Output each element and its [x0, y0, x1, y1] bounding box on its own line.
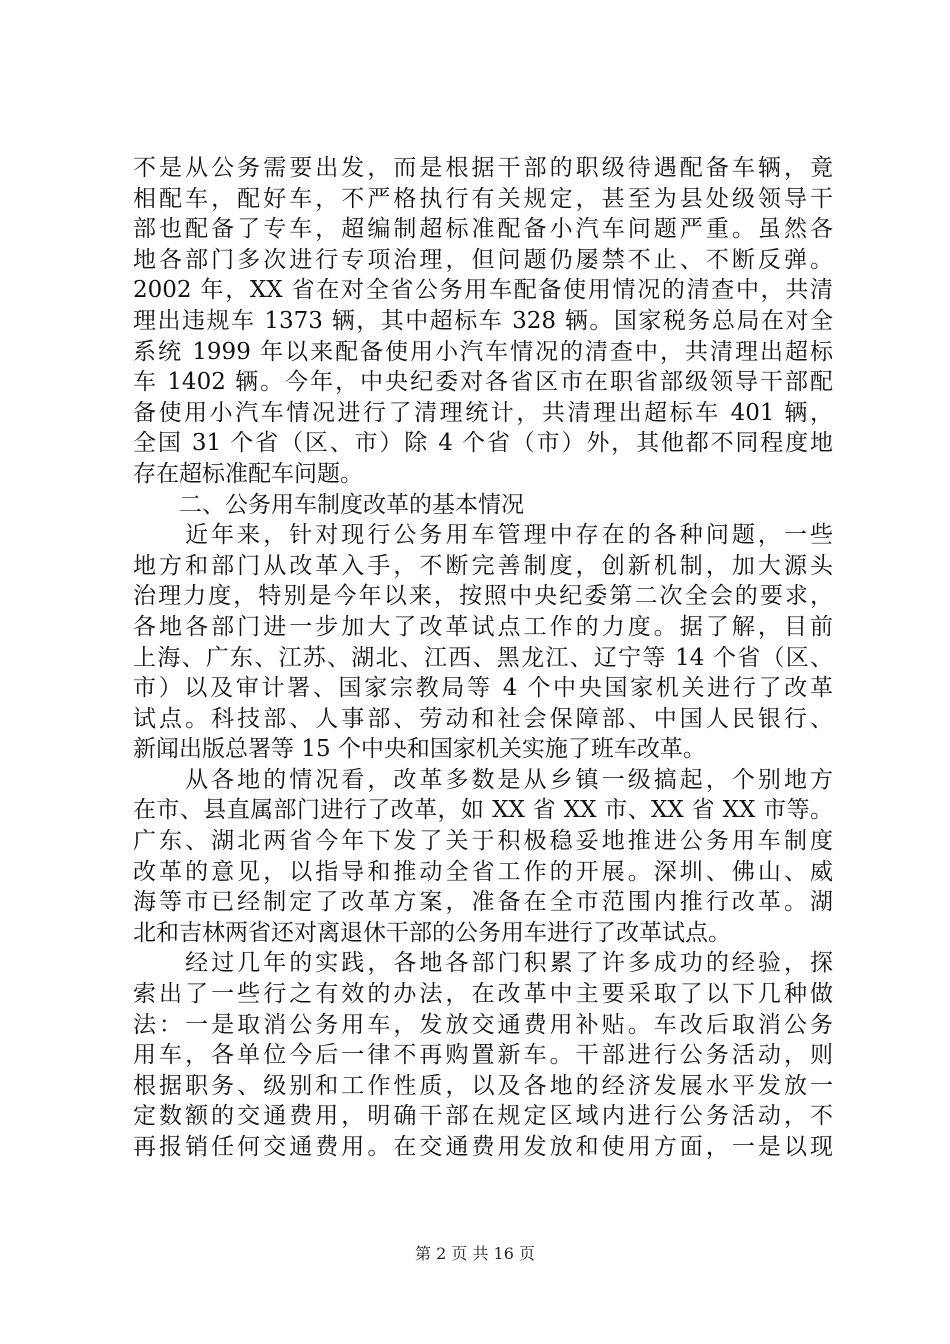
document-body — [133, 153, 833, 1163]
text-line: 定数额的交通费用，明确干部在规定区域内进行公务活动，不 — [133, 1103, 833, 1130]
text-line: 地各部门多次进行专项治理，但问题仍屡禁不止、不断反弹。 — [133, 246, 833, 273]
text-line: 北和吉林两省还对离退休干部的公务用车进行了改革试点。 — [133, 919, 731, 946]
text-line: 存在超标准配车问题。 — [133, 460, 363, 487]
text-line: 海等市已经制定了改革方案，准备在全市范围内推行改革。湖 — [133, 889, 833, 916]
text-line: 在市、县直属部门进行了改革，如 XX 省 XX 市、XX 省 XX 市等。 — [133, 797, 833, 824]
text-line: 二、公务用车制度改革的基本情况 — [133, 491, 524, 518]
text-line: 不是从公务需要出发，而是根据干部的职级待遇配备车辆，竟 — [133, 155, 833, 181]
text-line: 理出违规车 1373 辆，其中超标车 328 辆。国家税务总局在对全 — [133, 307, 833, 334]
text-line: 根据职务、级别和工作性质，以及各地的经济发展水平发放一 — [133, 1072, 833, 1099]
text-line: 从各地的情况看，改革多数是从乡镇一级搞起，个别地方 — [133, 766, 833, 793]
text-line: 2002 年，XX 省在对全省公务用车配备使用情况的清查中，共清 — [133, 277, 833, 304]
text-line: 地方和部门从改革入手，不断完善制度，创新机制，加大源头 — [133, 552, 833, 579]
text-line: 治理力度，特别是今年以来，按照中央纪委第二次全会的要求， — [133, 583, 833, 610]
text-line: 改革的意见，以指导和推动全省工作的开展。深圳、佛山、威 — [133, 858, 833, 885]
text-line: 广东、湖北两省今年下发了关于积极稳妥地推进公务用车制度 — [133, 828, 833, 855]
text-line: 系统 1999 年以来配备使用小汽车情况的清查中，共清理出超标 — [133, 338, 833, 365]
text-line: 全国 31 个省（区、市）除 4 个省（市）外，其他都不同程度地 — [133, 430, 833, 457]
text-line: 再报销任何交通费用。在交通费用发放和使用方面，一是以现 — [133, 1134, 833, 1160]
text-line: 相配车，配好车，不严格执行有关规定，甚至为县处级领导干 — [133, 185, 833, 212]
text-line: 部也配备了专车，超编制超标准配备小汽车问题严重。虽然各 — [133, 216, 833, 243]
text-line: 法：一是取消公务用车，发放交通费用补贴。车改后取消公务 — [133, 1011, 833, 1038]
text-line: 市）以及审计署、国家宗教局等 4 个中央国家机关进行了改革 — [133, 675, 833, 702]
text-line: 试点。科技部、人事部、劳动和社会保障部、中国人民银行、 — [133, 705, 833, 732]
text-line: 经过几年的实践，各地各部门积累了许多成功的经验，探 — [133, 950, 833, 977]
text-line: 用车，各单位今后一律不再购置新车。干部进行公务活动，则 — [133, 1042, 833, 1069]
text-line: 车 1402 辆。今年，中央纪委对各省区市在职省部级领导干部配 — [133, 369, 833, 396]
text-line: 上海、广东、江苏、湖北、江西、黑龙江、辽宁等 14 个省（区、 — [133, 644, 833, 671]
text-line: 新闻出版总署等 15 个中央和国家机关实施了班车改革。 — [133, 736, 706, 763]
text-line: 各地各部门进一步加大了改革试点工作的力度。据了解，目前 — [133, 613, 833, 640]
text-line: 备使用小汽车情况进行了清理统计，共清理出超标车 401 辆， — [133, 399, 833, 426]
text-line: 索出了一些行之有效的办法，在改革中主要采取了以下几种做 — [133, 981, 833, 1008]
text-line: 近年来，针对现行公务用车管理中存在的各种问题，一些 — [133, 522, 833, 549]
page-number-footer: 第 2 页 共 16 页 — [415, 1244, 535, 1263]
